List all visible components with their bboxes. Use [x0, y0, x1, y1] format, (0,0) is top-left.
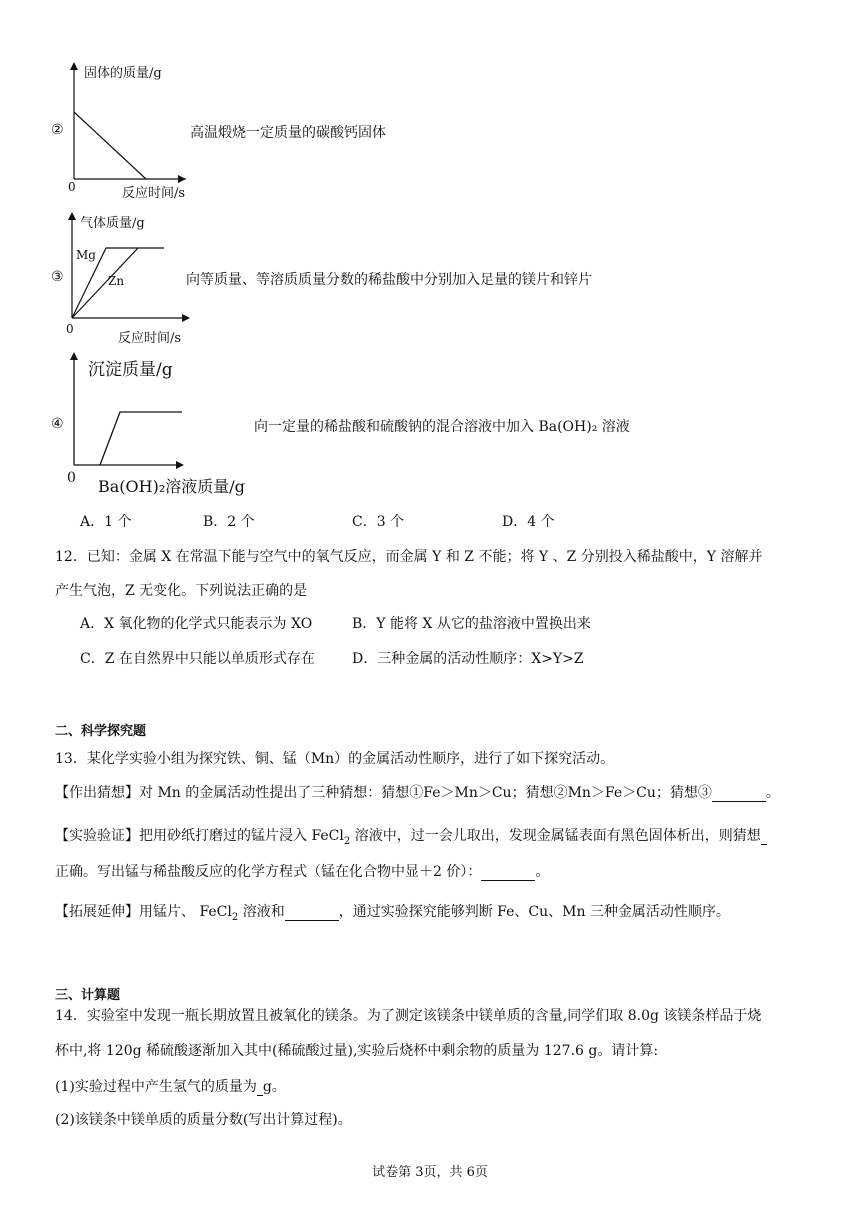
- y-axis-arrow: [70, 352, 78, 360]
- extend-text-a: 用锰片、 FeCl: [139, 904, 232, 920]
- verify-end: 。: [535, 864, 550, 880]
- q14-sub2: (2)该镁条中镁单质的质量分数(写出计算过程)。: [55, 1112, 352, 1128]
- q12-option-b: B．Y 能将 X 从它的盐溶液中置换出来: [352, 616, 591, 632]
- verify-blank-1[interactable]: [761, 828, 767, 845]
- extend-blank[interactable]: [285, 904, 339, 921]
- graph-3-number: ③: [51, 269, 64, 285]
- verify-text-a: 把用砂纸打磨过的锰片浸入 FeCl: [139, 828, 344, 844]
- graph-2-ylabel: 固体的质量/g: [84, 66, 162, 81]
- q12-option-a: A．X 氧化物的化学式只能表示为 XO: [80, 616, 313, 632]
- verify-heading: 【实验验证】: [55, 828, 139, 844]
- graph-2-number: ②: [51, 122, 64, 138]
- q11-option-c: C．3 个: [352, 514, 405, 530]
- guess-heading: 【作出猜想】: [55, 785, 139, 801]
- q13-verify-line2: [55, 861, 549, 881]
- x-axis-arrow: [182, 314, 190, 322]
- graph-3-origin: 0: [66, 322, 74, 336]
- guess-text: 对 Mn 的金属活动性提出了三种猜想：猜想①Fe＞Mn＞Cu；猜想②Mn＞Fe＞Cu；猜想③: [139, 785, 712, 801]
- verify-text-b: 溶液中，过一会儿取出，发现金属锰表面有黑色固体析出，则猜想: [350, 828, 761, 844]
- verify-subscript: 2: [343, 835, 351, 847]
- graph-4-ylabel: 沉淀质量/g: [88, 360, 173, 380]
- graph-2-xlabel: 反应时间/s: [122, 186, 186, 201]
- graph-2-desc: 高温煅烧一定质量的碳酸钙固体: [190, 125, 386, 141]
- q11-option-a: A．1 个: [80, 514, 132, 530]
- series-label-mg: Mg: [76, 248, 96, 262]
- q12-option-d: D．三种金属的活动性顺序：X>Y>Z: [352, 651, 584, 667]
- graph-3-desc: 向等质量、等溶质质量分数的稀盐酸中分别加入足量的镁片和锌片: [186, 272, 592, 288]
- verify-line2-text: 正确。写出锰与稀盐酸反应的化学方程式（锰在化合物中显＋2 价）：: [55, 864, 482, 880]
- extend-text-c: ，通过实验探究能够判断 Fe、Cu、Mn 三种金属活动性顺序。: [338, 904, 730, 920]
- data-line: [100, 412, 182, 465]
- data-line: [74, 112, 146, 179]
- graph-4-desc: 向一定量的稀盐酸和硫酸钠的混合溶液中加入 Ba(OH)₂ 溶液: [254, 419, 630, 435]
- q12-option-c: C．Z 在自然界中只能以单质形式存在: [80, 651, 315, 667]
- x-axis-arrow: [176, 461, 184, 469]
- q14-sub1: [55, 1076, 286, 1096]
- graph-3-ylabel: 气体质量/g: [80, 216, 145, 231]
- page-footer: 试卷第 3页，共 6页: [372, 1165, 488, 1180]
- q14-line2: 杯中,将 120g 稀硫酸逐渐加入其中(稀硫酸过量),实验后烧杯中剩余物的质量为 127.6 g。请计算:: [55, 1043, 659, 1059]
- graph-4-xlabel: Ba(OH)₂溶液质量/g: [98, 477, 245, 496]
- extend-subscript: 2: [231, 911, 239, 923]
- series-label-zn: Zn: [108, 274, 125, 288]
- extend-text-b: 溶液和: [238, 904, 285, 920]
- y-axis-arrow: [70, 62, 78, 70]
- extend-heading: 【拓展延伸】: [55, 904, 139, 920]
- guess-blank[interactable]: [712, 785, 766, 802]
- q13-stem: 13．某化学实验小组为探究铁、铜、锰（Mn）的金属活动性顺序，进行了如下探究活动。: [55, 751, 615, 767]
- q14-sub1-text-a: (1)实验过程中产生氢气的质量为: [55, 1079, 257, 1095]
- guess-end: 。: [765, 785, 780, 801]
- graph-2-origin: 0: [68, 180, 76, 194]
- q11-option-d: D．4 个: [502, 514, 555, 530]
- graph-4-number: ④: [51, 416, 64, 432]
- q13-verify-line1: [55, 825, 767, 847]
- q14-sub1-text-b: g。: [262, 1079, 286, 1095]
- q12-stem-line2: 产生气泡，Z 无变化。下列说法正确的是: [55, 583, 308, 599]
- section-2-title: 二、科学探究题: [55, 724, 147, 739]
- q13-extend-line: [55, 901, 730, 923]
- q11-option-b: B．2 个: [203, 514, 255, 530]
- q14-line1: 14．实验室中发现一瓶长期放置且被氧化的镁条。为了测定该镁条中镁单质的含量,同学们取 8.0g 该镁条样品于烧: [55, 1008, 762, 1024]
- y-axis-arrow: [68, 212, 76, 220]
- section-3-title: 三、计算题: [55, 988, 121, 1003]
- q12-stem-line1: 12．已知：金属 X 在常温下能与空气中的氧气反应，而金属 Y 和 Z 不能；将 Y 、Z 分别投入稀盐酸中，Y 溶解并: [55, 549, 763, 565]
- q13-guess-line: [55, 782, 780, 802]
- graph-4-origin: 0: [67, 470, 76, 486]
- graph-3-xlabel: 反应时间/s: [118, 331, 182, 346]
- verify-blank-2[interactable]: [481, 864, 535, 881]
